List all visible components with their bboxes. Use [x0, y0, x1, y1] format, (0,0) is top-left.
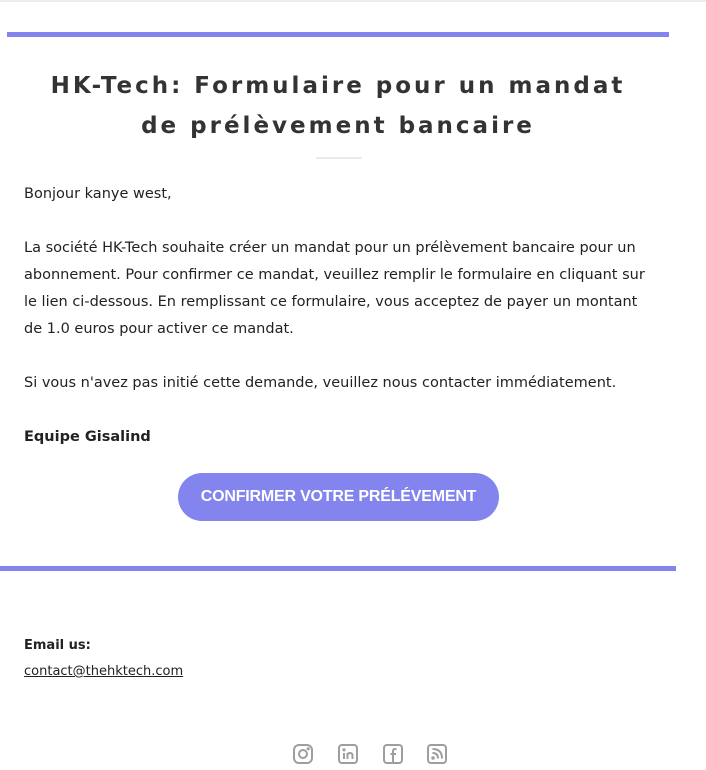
- confirm-debit-button[interactable]: CONFIRMER VOTRE PRÉLÉVEMENT: [178, 473, 499, 521]
- title-underline: [316, 157, 362, 159]
- greeting: Bonjour kanye west,: [24, 186, 172, 202]
- linkedin-icon[interactable]: [337, 743, 359, 765]
- email-us-label: Email us:: [24, 638, 91, 653]
- top-hairline: [0, 0, 706, 2]
- header-accent-rule: [7, 32, 669, 37]
- instagram-icon[interactable]: [292, 743, 314, 765]
- signature: Equipe Gisalind: [24, 429, 151, 445]
- contact-email-link[interactable]: contact@thehktech.com: [24, 664, 184, 679]
- rss-icon[interactable]: [426, 743, 448, 765]
- email-title: HK-Tech: Formulaire pour un mandat de prélèvement bancaire: [50, 73, 626, 139]
- warning-paragraph: Si vous n'avez pas initié cette demande, veuillez nous contacter immédiatement.: [24, 375, 617, 391]
- footer-accent-rule: [0, 566, 676, 571]
- mandate-paragraph: La société HK-Tech souhaite créer un mandat pour un prélèvement bancaire pour un abonnement. Pour confirmer ce mandat, veuillez remplir le formulaire en cliquant sur le lien ci-dessous. En remplissant ce formulaire, vous acceptez de payer un montant de 1.0 euros pour activer ce mandat.: [24, 240, 645, 337]
- social-icons-row: [292, 743, 452, 767]
- facebook-icon[interactable]: [382, 743, 404, 765]
